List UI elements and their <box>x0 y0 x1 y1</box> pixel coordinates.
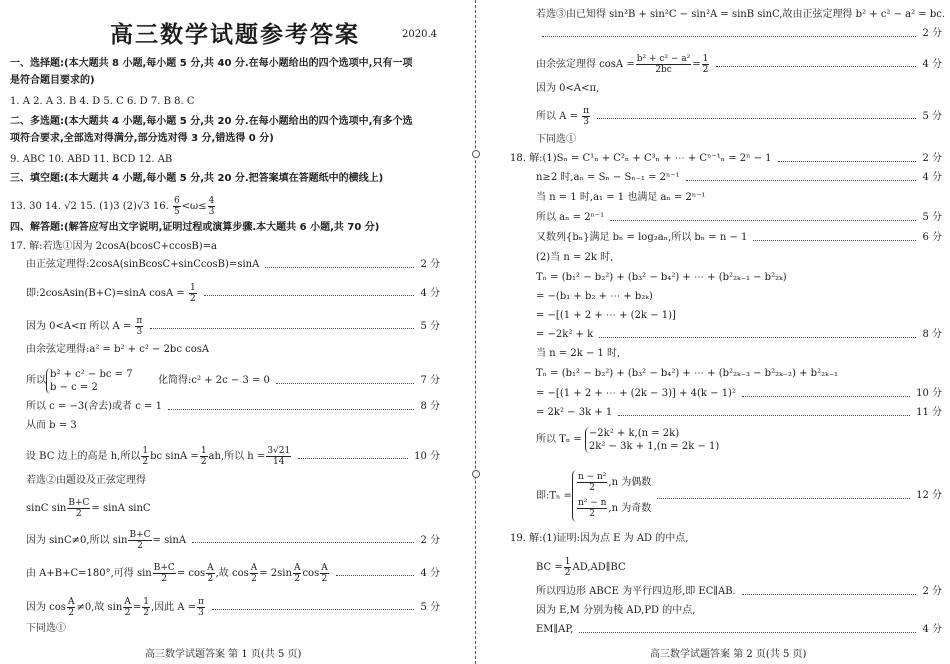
fraction <box>577 472 607 493</box>
q19-step <box>536 623 942 637</box>
equation: b² + c² − bc = 7 <box>50 368 133 380</box>
numerator: π <box>136 316 143 326</box>
denominator: 2 <box>68 608 75 618</box>
step-text-part: 即:Tₙ = <box>536 490 572 502</box>
leader-dots <box>192 542 414 543</box>
fraction <box>123 597 132 618</box>
step-text-part: = <box>692 59 701 70</box>
q17-step <box>26 283 440 304</box>
step-text: n≥2 时,aₙ = Sₙ − Sₙ₋₁ = 2ⁿ⁻¹ <box>536 172 680 183</box>
q17-step <box>536 54 942 75</box>
denominator: 2 <box>189 294 196 304</box>
fraction <box>142 597 150 618</box>
q17-step <box>26 597 440 618</box>
step-text-part: cos <box>302 568 320 579</box>
case: 2k² − 3k + 1,(n = 2k − 1) <box>588 440 720 452</box>
q17-step <box>26 530 440 551</box>
q17-step <box>536 27 942 41</box>
q19-step: 因为 E,M 分别为棱 AD,PD 的中点, <box>536 605 696 616</box>
step-text: = −2k² + k <box>536 329 594 340</box>
doc-date: 2020.4 <box>402 29 437 40</box>
fraction <box>702 54 710 75</box>
step-text <box>26 563 330 584</box>
step-text <box>26 446 292 467</box>
score: 2 分 <box>420 259 440 270</box>
numerator: π <box>583 106 590 116</box>
q17-step: 下同选① <box>26 623 66 634</box>
case-label: ,n 为偶数 <box>608 477 652 488</box>
numerator: A <box>293 563 301 573</box>
step-text-part: 由余弦定理得 cosA = <box>536 59 635 70</box>
leader-dots <box>542 36 916 37</box>
binding-line <box>475 0 476 664</box>
fraction <box>141 446 149 467</box>
numerator: 1 <box>143 597 149 607</box>
section-3-answers <box>10 196 440 217</box>
numerator: A <box>67 597 75 607</box>
step-text-part: ah,所以 h = <box>208 451 266 462</box>
denominator: 2 <box>589 509 596 519</box>
fraction <box>250 563 259 584</box>
score: 4 分 <box>922 624 942 635</box>
step-text: 所以 aₙ = 2ⁿ⁻¹ <box>536 212 605 223</box>
step-text: EM∥AP, <box>536 624 574 635</box>
leader-dots <box>610 220 916 221</box>
q18-step <box>536 406 942 420</box>
step-text <box>26 316 144 337</box>
score: 10 分 <box>916 388 942 399</box>
step-text-part: 由 A+B+C=180°,可得 sin <box>26 568 152 579</box>
step-text-part: bc sinA = <box>150 451 199 462</box>
fraction <box>189 283 197 304</box>
q18-step <box>536 470 942 522</box>
numerator: n² − n <box>577 498 607 508</box>
q18-step: = −[(1 + 2 + ⋯ + (2k − 1)] <box>536 310 676 321</box>
numerator: 1 <box>189 283 196 293</box>
q17-option-2: 若选②由题设及正弦定理得 <box>26 475 146 486</box>
denominator: 2 <box>143 608 149 618</box>
fraction <box>208 196 216 217</box>
numerator: A <box>124 597 131 607</box>
step-text <box>26 283 198 304</box>
q17-step <box>26 400 440 414</box>
q18-step: Tₙ = (b₁² − b₂²) + (b₃² − b₄²) + ⋯ + (b²₂ₖ₋₃ − b²₂ₖ₋₂) + b²₂ₖ₋₁ <box>536 368 839 379</box>
denominator: 3 <box>583 117 589 127</box>
step-text: 所以四边形 ABCE 为平行四边形,即 EC∥AB. <box>536 586 736 597</box>
q18-step <box>536 171 942 185</box>
score: 5 分 <box>420 320 440 332</box>
denominator: 2 <box>294 574 301 584</box>
denominator: 2bc <box>655 65 672 75</box>
score: 5 分 <box>922 212 942 223</box>
numerator: 3√21 <box>267 446 291 456</box>
q18-step <box>510 152 942 166</box>
score: 12 分 <box>916 490 942 501</box>
step-text-part: = 2sin <box>259 568 292 579</box>
q17-step <box>26 258 440 272</box>
score: 4 分 <box>420 567 440 579</box>
fraction <box>577 498 607 519</box>
system-brace <box>46 368 133 394</box>
q17-step <box>26 366 440 396</box>
fraction <box>293 563 302 584</box>
leader-dots <box>657 498 910 499</box>
score: 6 分 <box>922 232 942 243</box>
q19-step <box>536 557 942 578</box>
score: 2 分 <box>922 28 942 39</box>
score: 5 分 <box>420 601 440 613</box>
leader-dots <box>336 575 415 576</box>
numerator: 4 <box>208 196 215 206</box>
section-1-heading: 一、选择题:(本大题共 8 小题,每小题 5 分,共 40 分.在每小题给出的四个选项中,只有一项 <box>10 58 413 69</box>
step-text-part: AD,AD∥BC <box>572 562 626 573</box>
leader-dots <box>742 396 910 397</box>
page-footer: 高三数学试题答案 第 1 页(共 5 页) <box>145 649 302 660</box>
score: 8 分 <box>922 329 942 340</box>
q18-step <box>536 387 942 401</box>
fraction <box>67 597 76 618</box>
step-text <box>26 597 206 618</box>
q18-step: 当 n = 2k − 1 时, <box>536 348 621 359</box>
leader-dots <box>265 267 414 268</box>
q18-step <box>536 211 942 225</box>
fraction <box>320 563 329 584</box>
step-text-part: 即:2cosAsin(B+C)=sinA cosA = <box>26 288 185 299</box>
q17-step <box>26 446 440 467</box>
q17-step: 因为 0<A<π, <box>536 83 600 94</box>
fraction <box>197 597 205 618</box>
q19-step <box>536 585 942 599</box>
numerator: π <box>198 597 204 607</box>
page-1 <box>10 0 440 664</box>
q17-option-3: 若选③由已知得 sin²B + sin²C − sin²A = sinB sinC,故由正弦定理得 b² + c² − a² = bc. <box>536 9 946 20</box>
leader-dots <box>579 632 916 633</box>
q18-step: 当 n = 1 时,a₁ = 1 也满足 aₙ = 2ⁿ⁻¹ <box>536 192 706 203</box>
q19-line: 19. 解:(1)证明:因为点 E 为 AD 的中点, <box>510 533 689 544</box>
numerator: 1 <box>564 557 571 567</box>
step-text <box>26 366 270 396</box>
leader-dots <box>742 594 917 595</box>
fraction <box>266 446 291 467</box>
section-4-heading: 四、解答题:(解答应写出文字说明,证明过程或演算步骤.本大题共 6 小题,共 70 分) <box>10 222 380 233</box>
score: 5 分 <box>922 110 942 122</box>
step-text-part: = cos <box>176 568 206 579</box>
fraction <box>564 557 572 578</box>
denominator: 3 <box>136 327 143 337</box>
case <box>576 496 651 522</box>
step-text-part: = sinA <box>152 535 187 546</box>
leader-dots <box>618 415 910 416</box>
page-footer: 高三数学试题答案 第 2 页(共 5 页) <box>650 649 807 660</box>
section-2-heading: 二、多选题:(本大题共 4 小题,每小题 5 分,共 20 分.在每小题给出的四个选项中,有多个选 <box>10 116 413 127</box>
numerator: B+C <box>153 563 175 573</box>
denominator: 2 <box>702 65 709 75</box>
score: 2 分 <box>420 534 440 546</box>
step-text <box>536 470 651 522</box>
step-text: = 2k² − 3k + 1 <box>536 407 613 418</box>
q17-step: 下同选① <box>536 134 576 145</box>
score: 4 分 <box>420 287 440 299</box>
numerator: A <box>321 563 328 573</box>
section-3-answers-text: 13. 30 14. √2 15. (1)3 (2)√3 16. <box>10 201 169 212</box>
denominator: 2 <box>137 541 143 551</box>
denominator: 3 <box>208 207 215 217</box>
score: 8 分 <box>420 401 440 412</box>
section-1-heading-cont: 是符合题目要求的) <box>10 75 95 86</box>
score: 2 分 <box>922 586 942 597</box>
leader-dots <box>212 609 414 610</box>
leader-dots <box>597 118 916 119</box>
leader-dots <box>150 328 414 329</box>
denominator: 2 <box>321 574 328 584</box>
section-2-answers: 9. ABC 10. ABD 11. BCD 12. AB <box>10 154 173 165</box>
step-text-part: 所以 A = <box>536 111 578 122</box>
numerator: 1 <box>200 446 207 456</box>
step-text: 所以 c = −3(舍去)或者 c = 1 <box>26 401 162 412</box>
fraction <box>206 563 215 584</box>
leader-dots <box>204 295 415 296</box>
q17-line: 17. 解:若选①因为 2cosA(bcosC+ccosB)=a <box>10 241 217 252</box>
page-2 <box>510 0 946 664</box>
step-text-part: 因为 0<A<π 所以 A = <box>26 321 132 332</box>
q17-step: 由余弦定理得:a² = b² + c² − 2bc cosA <box>26 344 210 355</box>
denominator: 3 <box>198 608 204 618</box>
fraction <box>67 498 90 519</box>
case: −2k² + k,(n = 2k) <box>588 427 680 439</box>
score: 4 分 <box>922 58 942 70</box>
step-text: 又数列{bₙ}满足 bₙ = log₂aₙ,所以 bₙ = n − 1 <box>536 232 748 243</box>
section-1-answers: 1. A 2. A 3. B 4. D 5. C 6. D 7. B 8. C <box>10 96 195 107</box>
denominator: 2 <box>124 608 131 618</box>
section-3-heading: 三、填空题:(本大题共 4 小题,每小题 5 分,共 20 分.把答案填在答题纸中的横线上) <box>10 173 384 184</box>
step-text-part: ≠0,故 sin <box>76 602 123 613</box>
q18-step <box>536 425 942 455</box>
piecewise-brace <box>585 427 719 453</box>
step-text-part: 所以 Tₙ = <box>536 434 582 445</box>
q18-step <box>536 231 942 245</box>
denominator: 2 <box>161 574 168 584</box>
q17-step <box>26 316 440 337</box>
step-text-part: = <box>132 602 142 613</box>
step-text-part: BC = <box>536 562 563 573</box>
denominator: 2 <box>200 457 207 467</box>
leader-dots <box>753 240 916 241</box>
step-text <box>536 54 710 75</box>
step-text: 18. 解:(1)Sₙ = C¹ₙ + C²ₙ + C³ₙ + ⋯ + Cⁿ⁻¹ₙ = 2ⁿ − 1 <box>510 153 772 164</box>
step-text <box>26 530 186 551</box>
q17-step <box>26 563 440 584</box>
leader-dots <box>168 409 415 410</box>
leader-dots <box>599 337 916 338</box>
denominator: 2 <box>142 457 149 467</box>
step-text-part: 所以 <box>26 375 46 386</box>
step-text-part: 设 BC 边上的高是 h,所以 <box>26 451 141 462</box>
step-text-part: ,因此 A = <box>150 602 197 613</box>
denominator: 2 <box>589 483 596 493</box>
leader-dots <box>276 383 415 384</box>
numerator: A <box>207 563 214 573</box>
step-text <box>536 106 591 127</box>
leader-dots <box>716 66 916 67</box>
piecewise-brace <box>572 470 651 522</box>
leader-dots <box>778 161 917 162</box>
denominator: 2 <box>207 574 214 584</box>
q18-step: = −(b₁ + b₂ + ⋯ + b₂ₖ) <box>536 291 653 302</box>
inequality: <ω≤ <box>181 201 207 212</box>
step-text-part: = sinA sinC <box>91 503 151 514</box>
fraction <box>582 106 590 127</box>
numerator: b² + c² − a² <box>636 54 691 64</box>
step-text-part: 化简得:c² + 2c − 3 = 0 <box>158 375 270 386</box>
numerator: 1 <box>702 54 709 64</box>
q17-step <box>26 498 440 519</box>
denominator: 2 <box>251 574 257 584</box>
fraction <box>200 446 208 467</box>
q18-step: (2)当 n = 2k 时, <box>536 252 614 263</box>
denominator: 14 <box>273 457 285 467</box>
step-text-part: 因为 cos <box>26 602 66 613</box>
numerator: A <box>250 563 258 573</box>
section-2-heading-cont: 项符合要求,全部选对得满分,部分选对得 3 分,错选得 0 分) <box>10 133 274 144</box>
q17-step: 从而 b = 3 <box>26 420 77 431</box>
fraction <box>128 530 151 551</box>
score: 10 分 <box>414 450 440 462</box>
score: 2 分 <box>922 153 942 164</box>
step-text-part: ,故 cos <box>215 568 249 579</box>
numerator: B+C <box>68 498 90 508</box>
q18-step: Tₙ = (b₁² − b₂²) + (b₃² − b₄²) + ⋯ + (b²₂ₖ₋₁ − b²₂ₖ) <box>536 272 787 283</box>
q18-step <box>536 328 942 342</box>
step-text: = −[(1 + 2 + ⋯ + (2k − 3)] + 4(k − 1)² <box>536 388 736 399</box>
leader-dots <box>686 180 917 181</box>
numerator: n − n² <box>577 472 607 482</box>
denominator: 2 <box>564 568 571 578</box>
step-text: 由正弦定理得:2cosA(sinBcosC+sinCcosB)=sinA <box>26 259 260 270</box>
case-label: ,n 为奇数 <box>608 503 652 514</box>
score: 7 分 <box>420 375 440 386</box>
numerator: 6 <box>173 196 180 206</box>
score: 11 分 <box>916 407 942 418</box>
fraction <box>173 196 181 217</box>
denominator: 2 <box>76 509 82 519</box>
denominator: 5 <box>173 207 180 217</box>
case <box>576 470 651 496</box>
q17-step <box>536 106 942 127</box>
step-text-part: 因为 sinC≠0,所以 sin <box>26 535 128 546</box>
fraction <box>636 54 692 75</box>
fraction <box>153 563 176 584</box>
fraction <box>135 316 143 337</box>
numerator: B+C <box>129 530 151 540</box>
step-text-part: sinC sin <box>26 503 67 514</box>
numerator: 1 <box>142 446 149 456</box>
equation: b − c = 2 <box>50 381 98 393</box>
leader-dots <box>298 458 408 459</box>
score: 4 分 <box>922 172 942 183</box>
doc-title: 高三数学试题参考答案 <box>110 22 360 48</box>
